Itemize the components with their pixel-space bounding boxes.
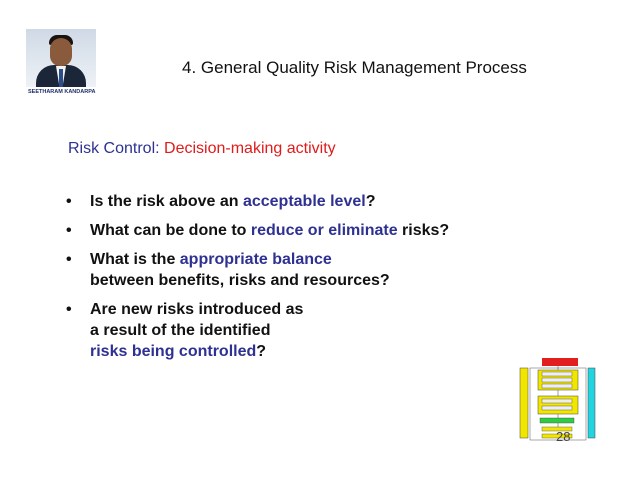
bullet-text: a result of the identified	[90, 322, 271, 339]
bullet-text: ?	[365, 193, 376, 210]
subtitle-lead: Risk Control:	[68, 140, 165, 157]
bullet-list	[66, 191, 449, 370]
bullet-line	[90, 249, 449, 270]
bullet-item	[66, 220, 449, 241]
bullet-text: risks?	[397, 222, 450, 239]
page-number: 28	[556, 429, 571, 444]
bullet-text: between benefits, risks and resources?	[90, 272, 390, 289]
bullet-line	[90, 270, 449, 291]
bullet-line	[90, 220, 449, 241]
bullet-line	[90, 299, 449, 320]
section-subtitle	[68, 140, 336, 158]
bullet-text: Is the risk above an	[90, 193, 243, 210]
bullet-item	[66, 299, 449, 362]
highlight-text: reduce or eliminate	[250, 222, 398, 239]
subtitle-highlight: Decision-making activity	[164, 140, 336, 157]
bullet-text: What can be done to	[90, 222, 251, 239]
bullet-item	[66, 249, 449, 291]
bullet-dot: •	[66, 301, 72, 318]
presenter-name-caption: SEETHARAM KANDARPA	[28, 89, 96, 95]
bullet-dot: •	[66, 251, 72, 268]
bullet-text: Are new risks introduced as	[90, 301, 304, 318]
highlight-text: risks being controlled	[90, 343, 257, 360]
bullet-line	[90, 191, 449, 212]
bullet-line	[90, 320, 449, 341]
bullet-text: ?	[256, 343, 267, 360]
bullet-dot: •	[66, 222, 72, 239]
highlight-text: appropriate balance	[179, 251, 332, 268]
bullet-dot: •	[66, 193, 72, 210]
bullet-line	[90, 341, 449, 362]
bullet-item	[66, 191, 449, 212]
highlight-text: acceptable level	[242, 193, 366, 210]
bullet-text: What is the	[90, 251, 180, 268]
slide-title: 4. General Quality Risk Management Process	[182, 58, 527, 77]
presenter-photo	[26, 29, 96, 97]
